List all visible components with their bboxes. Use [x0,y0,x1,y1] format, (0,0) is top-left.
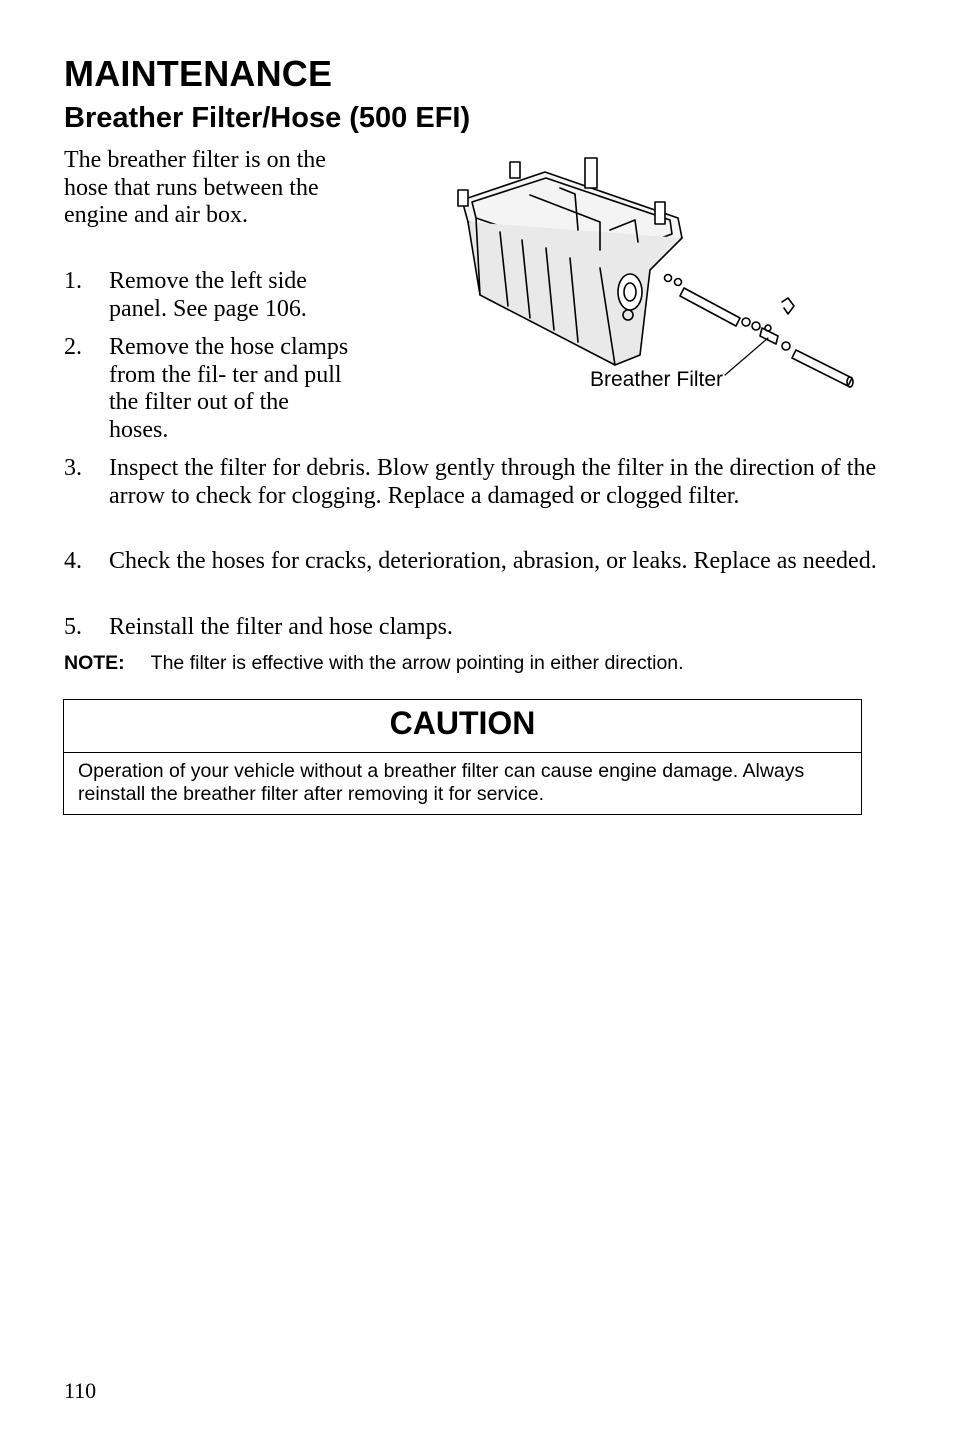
subsection-title: Breather Filter/Hose (500 EFI) [64,102,471,134]
upper-hose [680,288,740,326]
caution-title: CAUTION [64,700,861,753]
step-text: Remove the left side panel. See page 106. [109,268,307,322]
airbox-body [468,222,682,365]
intro-paragraph: The breather filter is on the hose that runs between the engine and air box. [64,147,326,228]
note-text: The filter is effective with the arrow pointing in either direction. [150,652,684,674]
clip [655,202,665,224]
step-number: 1. [64,268,82,294]
lower-hose [792,350,852,386]
step-number: 3. [64,455,82,481]
hose-clamp [782,342,790,350]
page-number: 110 [64,1378,97,1403]
step-text: Reinstall the filter and hose clamps. [109,614,453,640]
step-number: 2. [64,334,82,360]
caution-text: Operation of your vehicle without a breather filter can cause engine damage. Always reinstall the breather filter after removing it for service. [78,760,805,805]
hose-clamp [742,318,750,326]
clip [585,158,597,188]
airbox-outlet [618,274,642,310]
clip [510,162,520,178]
caution-box [63,699,862,815]
figure-leader-line [725,338,768,375]
hose-clamp [752,322,760,330]
step-number: 5. [64,614,82,640]
figure-label: Breather Filter [590,368,724,391]
step-text: Check the hoses for cracks, deterioration, abrasion, or leaks. Replace as needed. [109,548,877,574]
note-label: NOTE: [64,652,125,674]
section-title: MAINTENANCE [64,53,333,94]
loose-clamp [782,298,794,314]
step-text: Inspect the filter for debris. Blow gently through the filter in the direction of the arrow to check for clogging. Replace a damaged or clogged filter. [109,455,877,509]
clip [458,190,468,206]
note [64,651,684,675]
step-text: Remove the hose clamps from the fil- ter and pull the filter out of the hoses. [109,334,349,443]
step-number: 4. [64,548,82,574]
